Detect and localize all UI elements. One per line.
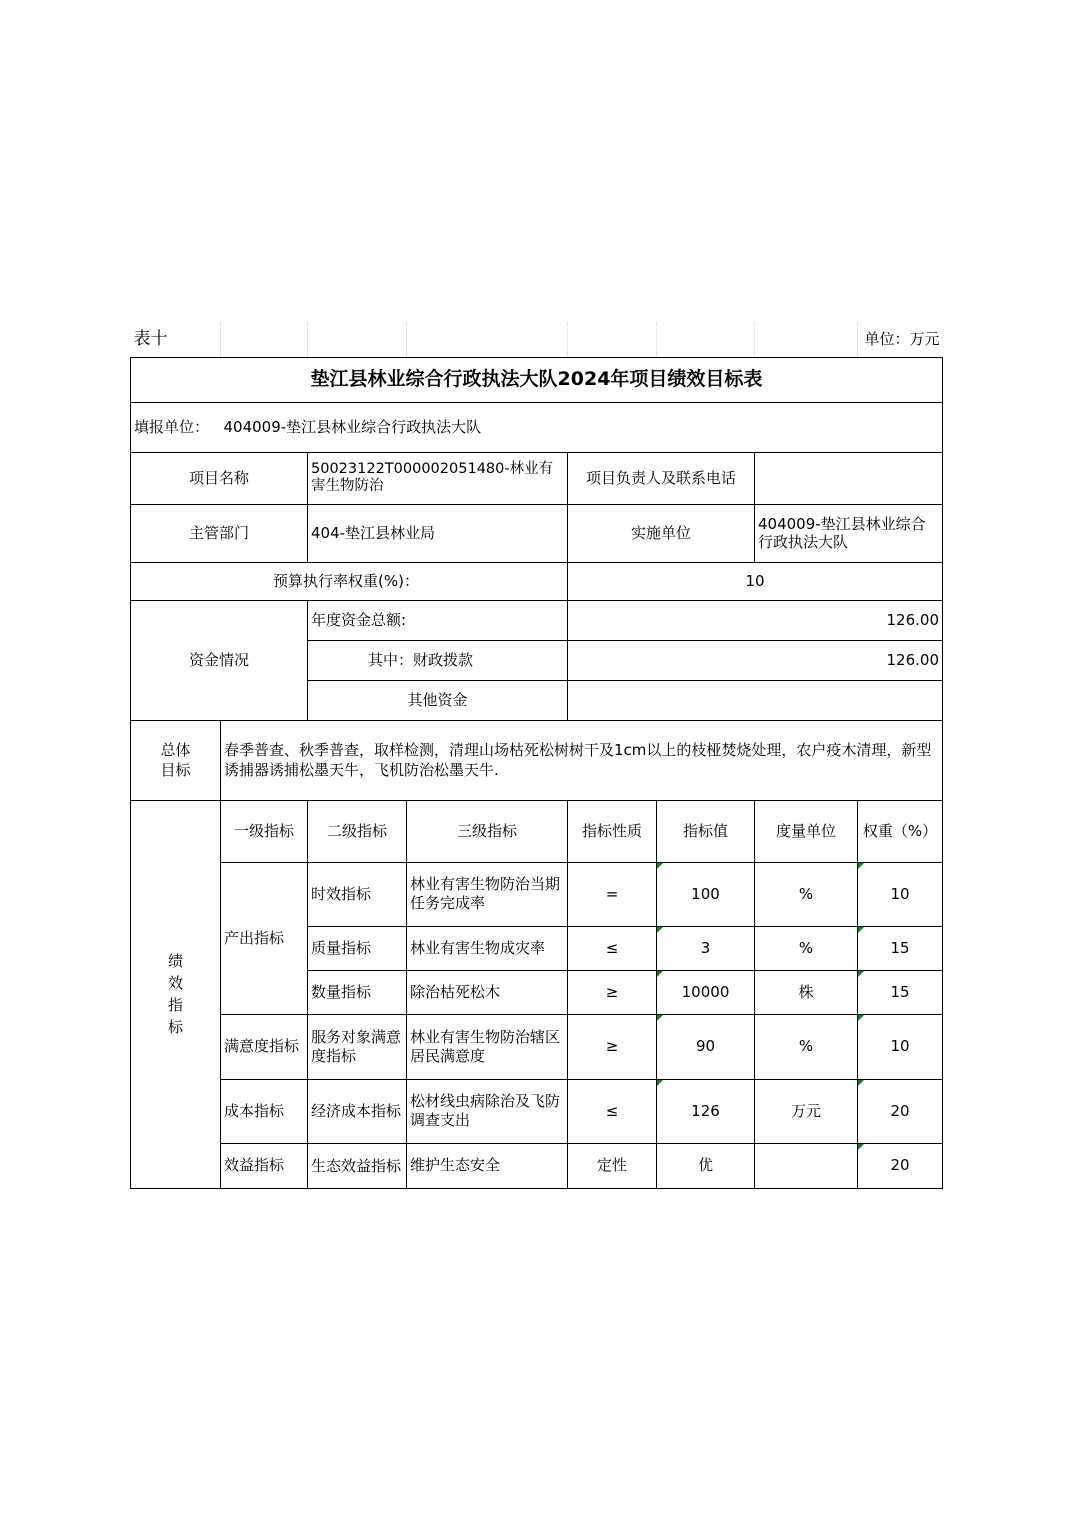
level1-cell: 产出指标 [221,862,308,1014]
level3-cell: 除治枯死松木 [407,970,568,1014]
side-char: 绩 [167,952,183,970]
funds-total-value: 126.00 [568,600,943,640]
funds-fiscal-value: 126.00 [568,640,943,680]
level2-cell: 数量指标 [308,970,407,1014]
value-cell: 10000 [657,970,755,1014]
level3-cell: 林业有害生物防治当期任务完成率 [407,862,568,926]
project-name-value: 50023122T000002051480-林业有害生物防治 [308,452,568,504]
nature-cell: = [568,862,657,926]
value-cell: 90 [657,1014,755,1079]
weight-cell: 15 [858,926,943,970]
level3-cell: 林业有害生物成灾率 [407,926,568,970]
funds-fiscal-label: 其中：财政拨款 [308,640,568,680]
weight-cell: 20 [858,1079,943,1143]
contact-value [755,452,943,504]
budget-rate-label: 预算执行率权重(%)： [131,562,568,600]
nature-cell: ≤ [568,926,657,970]
indicators-side-label [131,800,221,1188]
unit-cell: 万元 [755,1079,858,1143]
header-nature: 指标性质 [568,800,657,862]
dept-label: 主管部门 [131,504,308,562]
weight-cell: 10 [858,862,943,926]
impl-unit-label: 实施单位 [568,504,755,562]
header-value: 指标值 [657,800,755,862]
funds-total-label: 年度资金总额: [308,600,568,640]
weight-cell: 20 [858,1143,943,1188]
contact-label: 项目负责人及联系电话 [568,452,755,504]
unit-cell: % [755,926,858,970]
value-cell: 3 [657,926,755,970]
weight-cell: 10 [858,1014,943,1079]
level2-cell: 时效指标 [308,862,407,926]
side-char: 效 [167,974,183,992]
level3-cell: 林业有害生物防治辖区居民满意度 [407,1014,568,1079]
header-level2: 二级指标 [308,800,407,862]
weight-cell: 15 [858,970,943,1014]
unit-cell: % [755,1014,858,1079]
overall-goal-label-line1: 总体 [160,741,191,759]
side-char: 标 [167,1018,183,1036]
budget-rate-value: 10 [568,562,943,600]
table-number: 表十 [131,322,221,357]
performance-target-table [130,322,943,1189]
reporting-unit-value: 404009-垫江县林业综合行政执法大队 [221,402,943,452]
impl-unit-value: 404009-垫江县林业综合行政执法大队 [755,504,943,562]
reporting-unit-label: 填报单位： [131,402,221,452]
overall-goal-text: 春季普查、秋季普查，取样检测，清理山场枯死松树树干及1cm以上的枝桠焚烧处理，农户疫木清理，新型诱捕器诱捕松墨天牛，飞机防治松墨天牛. [221,720,943,800]
value-cell: 100 [657,862,755,926]
performance-target-sheet [130,322,942,1189]
overall-goal-label [131,720,221,800]
project-name-label: 项目名称 [131,452,308,504]
header-level3: 三级指标 [407,800,568,862]
unit-cell: 株 [755,970,858,1014]
nature-cell: ≥ [568,1014,657,1079]
dept-value: 404-垫江县林业局 [308,504,568,562]
level2-cell: 生态效益指标 [308,1143,407,1188]
table-row [131,1079,943,1143]
header-unit: 度量单位 [755,800,858,862]
level1-cell: 满意度指标 [221,1014,308,1079]
funds-label: 资金情况 [131,600,308,720]
page-title: 垫江县林业综合行政执法大队2024年项目绩效目标表 [131,357,943,402]
level2-cell: 经济成本指标 [308,1079,407,1143]
unit-cell: % [755,862,858,926]
value-cell: 优 [657,1143,755,1188]
unit-cell [755,1143,858,1188]
level2-cell: 质量指标 [308,926,407,970]
level1-cell: 成本指标 [221,1079,308,1143]
level1-cell: 效益指标 [221,1143,308,1188]
nature-cell: ≥ [568,970,657,1014]
table-row [131,1143,943,1188]
funds-other-label: 其他资金 [308,680,568,720]
level3-cell: 松材线虫病除治及飞防调查支出 [407,1079,568,1143]
value-cell: 126 [657,1079,755,1143]
nature-cell: 定性 [568,1143,657,1188]
unit-label: 单位：万元 [864,329,940,348]
table-row [131,1014,943,1079]
level3-cell: 维护生态安全 [407,1143,568,1188]
table-row [131,862,943,926]
header-weight: 权重（%） [858,800,943,862]
header-level1: 一级指标 [221,800,308,862]
nature-cell: ≤ [568,1079,657,1143]
overall-goal-label-line2: 目标 [160,761,191,779]
level2-cell: 服务对象满意度指标 [308,1014,407,1079]
funds-other-value [568,680,943,720]
side-char: 指 [167,996,183,1014]
